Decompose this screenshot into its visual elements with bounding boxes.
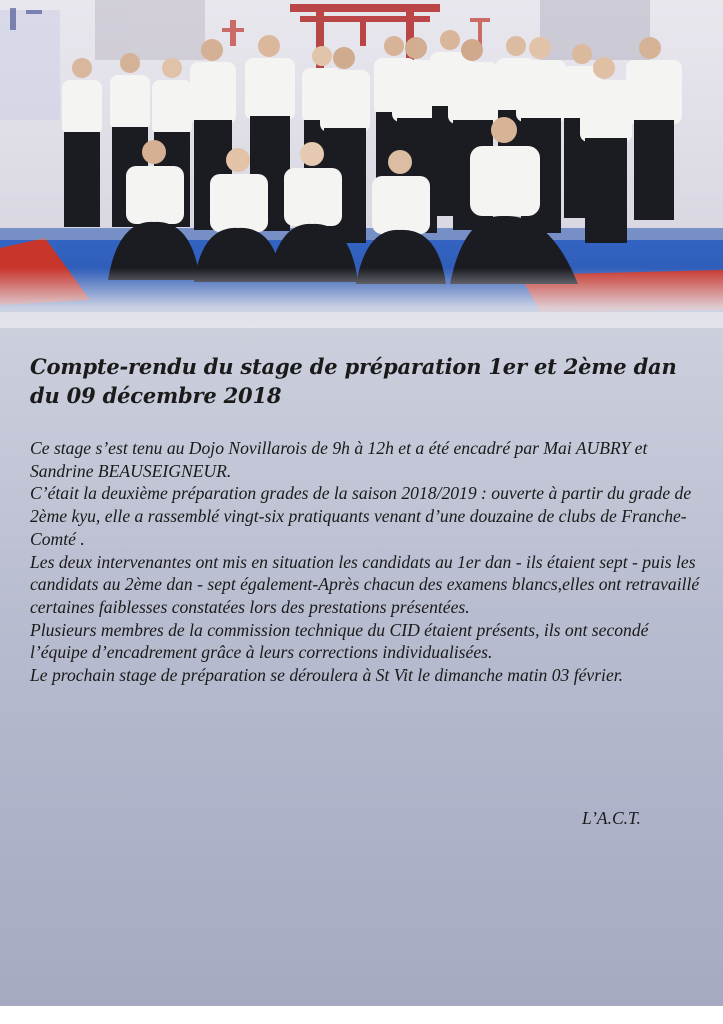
article-title [30, 352, 700, 410]
paragraph-3: Les deux intervenantes ont mis en situation les candidats au 1er dan - ils étaient sept - puis les candidats au 2ème dan - sept également-Après chacun des examens blancs,elles ont retravaillé certaines faiblesses constatées lors des prestations présentées. [30, 551, 700, 617]
article-body [30, 437, 700, 687]
title-line-1: Compte-rendu du stage de préparation 1er et 2ème dan [30, 354, 677, 379]
paragraph-1: Ce stage s’est tenu au Dojo Novillarois de 9h à 12h et a été encadré par Mai AUBRY et Sandrine BEAUSEIGNEUR. [30, 438, 648, 481]
group-photo [0, 0, 723, 312]
paragraph-4: Plusieurs membres de la commission technique du CID étaient présents, ils ont secondé l’équipe d’encadrement grâce à leurs corrections individualisées. [30, 619, 649, 663]
signature: L’A.C.T. [582, 808, 641, 828]
paragraph-5: Le prochain stage de préparation se déroulera à St Vit le dimanche matin 03 février. [30, 665, 624, 686]
photo-fade [0, 268, 723, 328]
title-line-2: du 09 décembre 2018 [30, 383, 282, 408]
group-photo-icon [0, 0, 723, 312]
article [30, 352, 700, 687]
paragraph-2: C’était la deuxième préparation grades de la saison 2018/2019 : ouverte à partir du grade de 2ème kyu, elle a rassemblé vingt-six pratiquants venant d’une douzaine de clubs de Franche-Comté . [30, 483, 692, 549]
